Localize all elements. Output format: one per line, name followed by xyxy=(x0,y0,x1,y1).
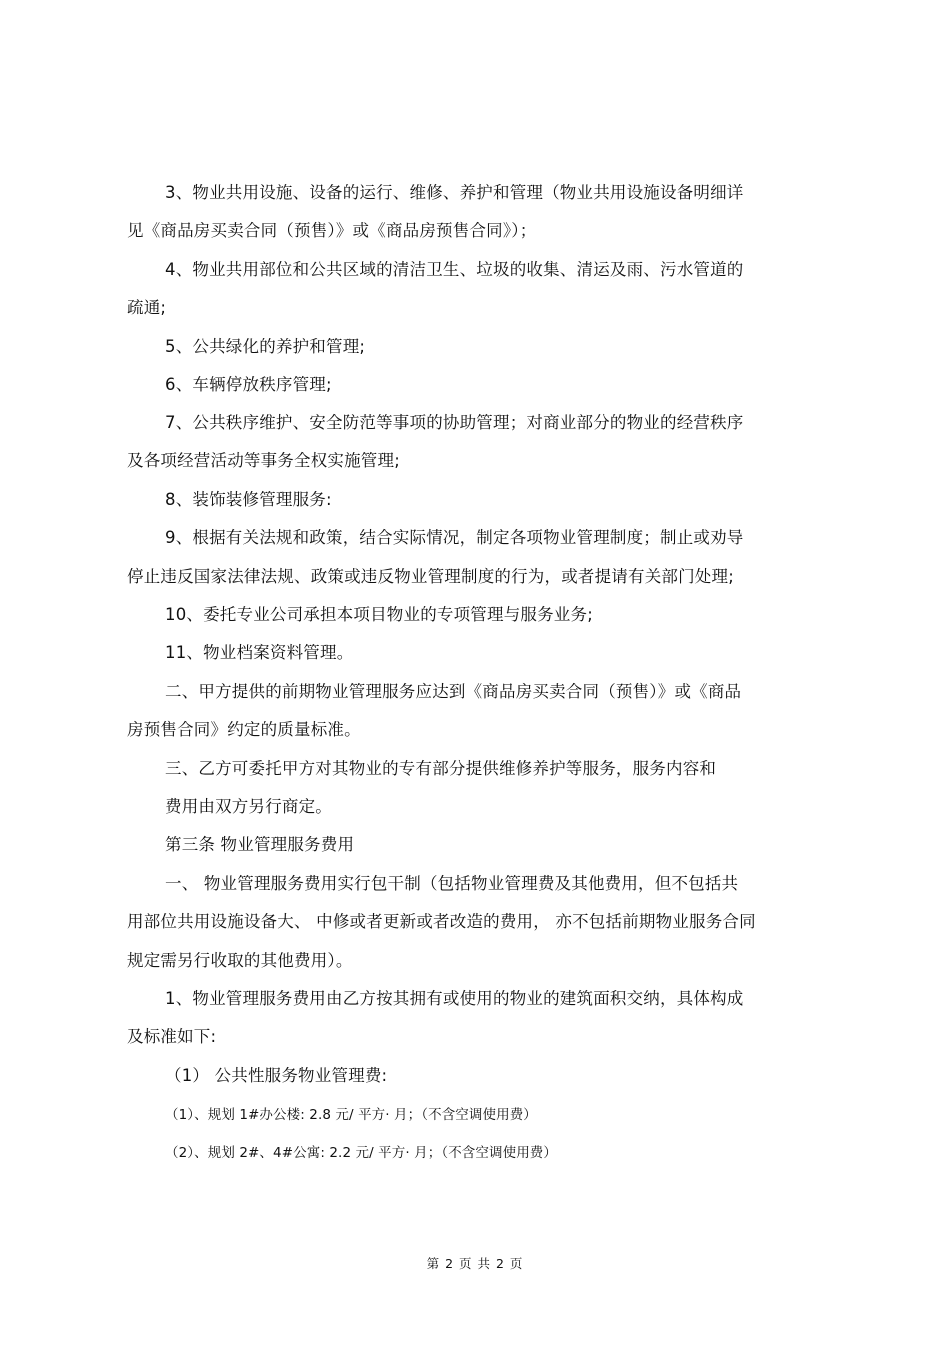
text-line: 用部位共用设施设备大、 中修或者更新或者改造的费用， 亦不包括前期物业服务合同 xyxy=(127,912,756,931)
text-line: 9、根据有关法规和政策，结合实际情况，制定各项物业管理制度；制止或劝导 xyxy=(165,528,744,547)
text-line: 规定需另行收取的其他费用）。 xyxy=(127,951,353,970)
text-line: 疏通; xyxy=(127,298,167,317)
text-line: 5、公共绿化的养护和管理; xyxy=(165,337,366,356)
text-line: 房预售合同》约定的质量标准。 xyxy=(127,720,361,739)
fee-line-2: （2）、规划 2#、4#公寓: 2.2 元/ 平方· 月；（不含空调使用费） xyxy=(165,1145,558,1161)
text-line: 见《商品房买卖合同（预售）》或《商品房预售合同》）； xyxy=(127,221,537,240)
text-line: 6、车辆停放秩序管理; xyxy=(165,375,332,394)
text-line: 停止违反国家法律法规、政策或违反物业管理制度的行为，或者提请有关部门处理; xyxy=(127,567,734,586)
section-heading: 第三条 物业管理服务费用 xyxy=(165,835,355,854)
text-line: 三、乙方可委托甲方对其物业的专有部分提供维修养护等服务，服务内容和 xyxy=(165,759,717,778)
text-line: （1） 公共性服务物业管理费: xyxy=(165,1066,388,1085)
fee-line-1: （1）、规划 1#办公楼: 2.8 元/ 平方· 月；（不含空调使用费） xyxy=(165,1107,537,1123)
text-line: 4、物业共用部位和公共区域的清洁卫生、垃圾的收集、清运及雨、污水管道的 xyxy=(165,260,744,279)
text-line: 1、物业管理服务费用由乙方按其拥有或使用的物业的建筑面积交纳，具体构成 xyxy=(165,989,744,1008)
text-line: 7、公共秩序维护、安全防范等事项的协助管理；对商业部分的物业的经营秩序 xyxy=(165,413,744,432)
text-line: 及各项经营活动等事务全权实施管理; xyxy=(127,451,400,470)
page-footer: 第 2 页 共 2 页 xyxy=(426,1256,524,1271)
text-line: 8、装饰装修管理服务: xyxy=(165,490,332,509)
text-line: 二、甲方提供的前期物业管理服务应达到《商品房买卖合同（预售）》或《商品 xyxy=(165,682,742,701)
text-line: 及标准如下: xyxy=(127,1027,217,1046)
text-line: 11、物业档案资料管理。 xyxy=(165,643,354,662)
text-line: 3、物业共用设施、设备的运行、维修、养护和管理（物业共用设施设备明细详 xyxy=(165,183,744,202)
text-line: 一、 物业管理服务费用实行包干制（包括物业管理费及其他费用，但不包括共 xyxy=(165,874,739,893)
text-line: 10、委托专业公司承担本项目物业的专项管理与服务业务; xyxy=(165,605,593,624)
text-line: 费用由双方另行商定。 xyxy=(165,797,332,816)
